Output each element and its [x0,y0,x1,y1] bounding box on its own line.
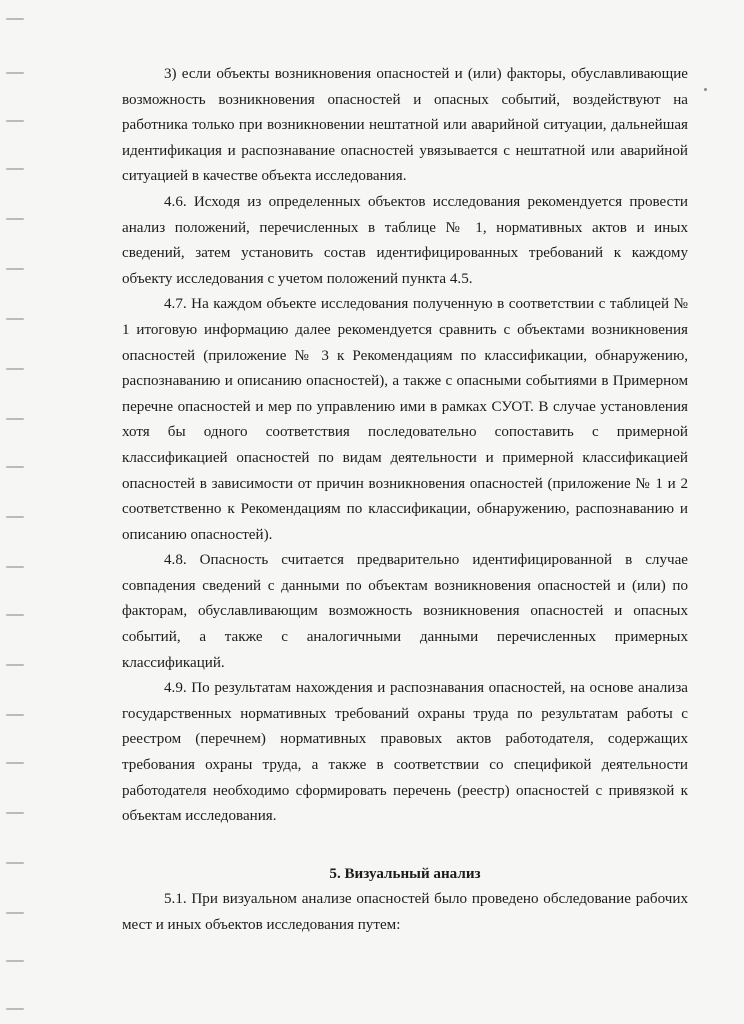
paragraph-4-8: 4.8. Опасность считается предварительно идентифицированной в случае совпадения сведений с данными по объектам возникновения опасностей и (или) по факторам, обуславливающим возможность возникновения опасностей и опасных событий, а также с аналогичными данными перечисленных примерных классификаций. [122,552,688,671]
section-title: 5. Визуальный анализ [329,865,481,882]
paragraph-3: 3) если объекты возникновения опасностей и (или) факторы, обуславливающие возможность возникновения опасностей и опасных событий, воздействуют на работника только при возникновении нештатной или аварийной ситуации, дальнейшая идентификация и распознавание опасностей увязывается с нештатной или аварийной ситуацией в качестве объекта исследования. [122,66,688,185]
binding-punch-marks [0,0,40,1024]
scan-speck [704,88,707,91]
paragraph-4-6: 4.6. Исходя из определенных объектов исследования рекомендуется провести анализ положений, перечисленных в таблице № 1, нормативных актов и иных сведений, затем установить состав идентифицированных требований к каждому объекту исследования с учетом положений пункта 4.5. [122,193,688,287]
document-body [122,62,688,939]
paragraph-4-9: 4.9. По результатам нахождения и распознавания опасностей, на основе анализа государственных нормативных требований охраны труда по результатам работы с реестром (перечнем) нормативных правовых актов работодателя, содержащих требования охраны труда, а также в соответствии со спецификой деятельности работодателя необходимо сформировать перечень (реестр) опасностей с привязкой к объектам исследования. [122,680,688,825]
paragraph-5-1: 5.1. При визуальном анализе опасностей было проведено обследование рабочих мест и иных объектов исследования путем: [122,891,688,933]
paragraph-4-7: 4.7. На каждом объекте исследования полученную в соответствии с таблицей № 1 итоговую информацию далее рекомендуется сравнить с объектами возникновения опасностей (приложение № 3 к Рекомендациям по классификации, обнаружению, распознаванию и описанию опасностей), а также с опасными событиями в Примерном перечне опасностей и мер по управлению ими в рамках СУОТ. В случае установления хотя бы одного соответствия последовательно сопоставить с примерной классификацией опасностей по видам деятельности и примерной классификацией опасностей в зависимости от причин возникновения опасностей (приложение № 1 и 2 соответственно к Рекомендациям по классификации, обнаружению, распознаванию и описанию опасностей). [122,296,688,543]
